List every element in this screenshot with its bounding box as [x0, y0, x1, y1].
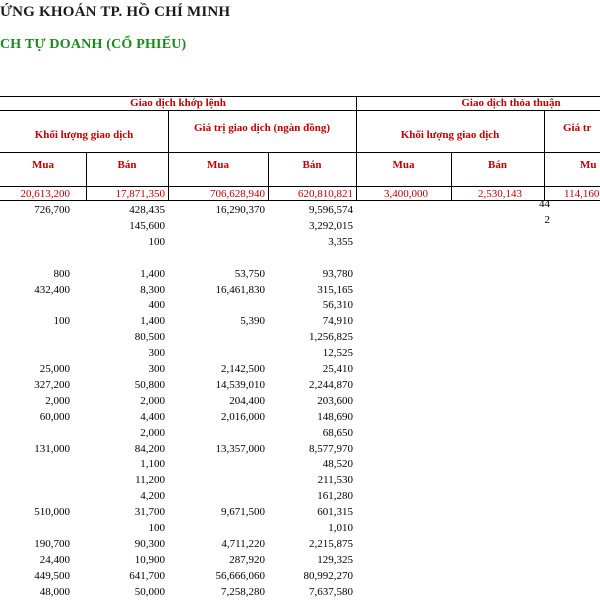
cell-mval-buy: 16,461,830	[215, 283, 265, 296]
cell-mval-buy: 16,290,370	[215, 204, 265, 216]
cell-mval-buy: 2,016,000	[221, 410, 265, 423]
cell-mv-sell: 300	[148, 347, 165, 360]
cell-mval-sell: 129,325	[317, 553, 353, 566]
cell-mv-buy: 800	[53, 267, 70, 280]
cell-mval-sell: 2,215,875	[309, 537, 353, 550]
cell-mval-sell: 161,280	[317, 490, 353, 503]
cell-mv-buy: 48,000	[39, 585, 70, 598]
cell-mv-buy: 131,000	[34, 442, 70, 455]
cell-mval-sell: 2,244,870	[309, 378, 353, 391]
cell-mval-sell: 93,780	[322, 267, 353, 280]
cell-mv-sell: 1,100	[140, 458, 165, 471]
col-divider-negotiated-value	[544, 110, 545, 200]
cell-mv-sell: 31,700	[134, 506, 165, 519]
cell-mval-sell: 48,520	[322, 458, 353, 471]
total-mval-buy: 706,628,940	[210, 188, 265, 200]
total-mv-sell: 17,871,350	[115, 188, 165, 200]
group-header-matched: Giao dịch khớp lệnh	[130, 97, 226, 109]
report-title: ỨNG KHOÁN TP. HỒ CHÍ MINH	[0, 4, 231, 20]
cell-mval-sell: 601,315	[317, 506, 353, 519]
cell-mval-sell: 203,600	[317, 394, 353, 407]
col-header-mval-buy: Mua	[207, 159, 229, 171]
total-nv-sell: 2,530,143	[478, 188, 522, 200]
cell-mv-buy: 327,200	[34, 378, 70, 391]
cell-mval-sell: 148,690	[317, 410, 353, 423]
col-header-nval-buy: Mu	[580, 159, 597, 171]
cell-mv-sell: 641,700	[129, 569, 165, 582]
sub-header-value-negotiated: Giá tr	[563, 122, 592, 134]
cell-mval-buy: 14,539,010	[215, 378, 265, 391]
cell-mval-sell: 56,310	[322, 299, 353, 312]
cell-mv-buy: 25,000	[39, 363, 70, 375]
trading-table	[0, 96, 600, 600]
col-header-mv-sell: Bán	[117, 159, 137, 171]
group-header-divider	[0, 110, 600, 111]
total-mv-buy: 20,613,200	[20, 188, 70, 200]
column-header-divider	[0, 186, 600, 187]
cell-mv-sell: 1,400	[140, 315, 165, 328]
cell-mv-buy: 60,000	[39, 410, 70, 423]
total-nv-buy: 3,400,000	[384, 188, 428, 200]
total-mval-sell: 620,810,821	[298, 188, 353, 200]
sub-header-value-matched: Giá trị giao dịch (ngàn đồng)	[194, 122, 330, 134]
report-subtitle: CH TỰ DOANH (CỔ PHIẾU)	[0, 37, 187, 52]
cell-mval-sell: 211,530	[317, 474, 353, 487]
cell-mv-sell: 1,400	[140, 267, 165, 280]
totals-divider	[0, 200, 600, 201]
total-nval-buy: 114,160	[564, 188, 600, 200]
cell-mv-sell: 8,300	[140, 283, 165, 296]
cell-mv-sell: 300	[148, 363, 165, 375]
cell-mval-buy: 9,671,500	[221, 506, 265, 519]
cell-mval-sell: 25,410	[322, 363, 353, 375]
cell-mv-sell: 90,300	[134, 537, 165, 550]
cell-mv-buy: 726,700	[34, 204, 70, 216]
cell-mv-buy: 432,400	[34, 283, 70, 296]
cell-mval-sell: 8,577,970	[309, 442, 353, 455]
cell-nv-sell: 2	[544, 213, 550, 226]
cell-mval-sell: 7,637,580	[309, 585, 353, 598]
cell-mval-buy: 56,666,060	[215, 569, 265, 582]
cell-mv-sell: 4,200	[140, 490, 165, 503]
cell-mval-buy: 53,750	[234, 267, 265, 280]
col-header-nv-sell: Bán	[488, 159, 507, 171]
cell-mv-sell: 2,000	[140, 426, 165, 439]
cell-mval-sell: 9,596,574	[309, 204, 353, 216]
cell-nv-sell: 44	[539, 198, 550, 210]
cell-mval-sell: 1,010	[328, 522, 353, 534]
cell-mv-sell: 4,400	[140, 410, 165, 423]
sub-header-divider	[0, 152, 600, 153]
cell-mval-buy: 13,357,000	[215, 442, 265, 455]
sub-header-volume-negotiated: Khối lượng giao dịch	[400, 129, 500, 141]
cell-mval-sell: 1,256,825	[309, 331, 353, 344]
sub-header-volume-matched: Khối lượng giao dịch	[34, 129, 134, 141]
cell-mval-buy: 5,390	[240, 315, 265, 328]
cell-mv-sell: 2,000	[140, 394, 165, 407]
cell-mv-sell: 50,800	[134, 378, 165, 391]
cell-mv-buy: 2,000	[45, 394, 70, 407]
cell-mval-buy: 287,920	[229, 553, 265, 566]
cell-mv-sell: 50,000	[134, 585, 165, 598]
group-header-negotiated: Giao dịch thỏa thuận	[461, 97, 561, 109]
col-header-nv-buy: Mua	[392, 159, 415, 171]
col-header-mv-buy: Mua	[32, 159, 54, 171]
cell-mval-sell: 3,292,015	[309, 219, 353, 232]
cell-mv-sell: 400	[148, 299, 165, 312]
cell-mval-sell: 12,525	[322, 347, 353, 360]
cell-mv-buy: 100	[53, 315, 70, 328]
cell-mv-sell: 100	[148, 522, 165, 534]
cell-mv-sell: 11,200	[135, 474, 165, 487]
cell-mval-sell: 3,355	[328, 235, 353, 248]
cell-mv-sell: 100	[148, 235, 165, 248]
cell-mv-sell: 80,500	[134, 331, 165, 344]
cell-mv-sell: 10,900	[134, 553, 165, 566]
col-header-mval-sell: Bán	[302, 159, 322, 171]
cell-mval-buy: 4,711,220	[221, 537, 265, 550]
cell-mval-buy: 2,142,500	[221, 363, 265, 375]
cell-mv-buy: 24,400	[39, 553, 70, 566]
cell-mv-buy: 190,700	[34, 537, 70, 550]
cell-mval-sell: 315,165	[317, 283, 353, 296]
cell-mv-sell: 428,435	[129, 204, 165, 216]
cell-mv-sell: 84,200	[134, 442, 165, 455]
cell-mval-buy: 204,400	[229, 394, 265, 407]
cell-mval-buy: 7,258,280	[221, 585, 265, 598]
cell-mv-buy: 510,000	[34, 506, 70, 519]
cell-mv-buy: 449,500	[34, 569, 70, 582]
col-divider-group	[356, 96, 357, 200]
cell-mval-sell: 80,992,270	[303, 569, 353, 582]
cell-mval-sell: 68,650	[322, 426, 353, 439]
cell-mv-sell: 145,600	[129, 219, 165, 232]
cell-mval-sell: 74,910	[322, 315, 353, 328]
